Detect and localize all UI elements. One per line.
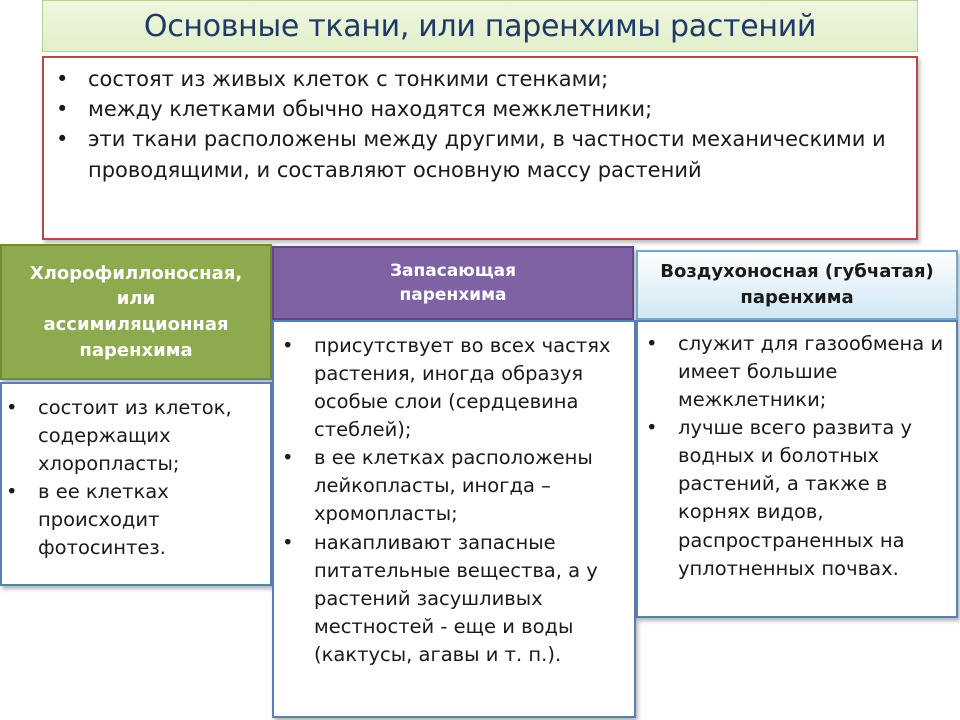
intro-item: • между клетками обычно находятся межклетники;	[54, 94, 900, 124]
chlorophyll-list	[4, 394, 264, 562]
header-line: Хлорофиллоносная,	[29, 262, 243, 284]
list-item: • накапливают запасные питательные вещества, а у растений засушливых местностей - еще и воды (кактусы, агавы и т. п.).	[280, 529, 626, 669]
chlorophyll-parenchyma-header	[0, 244, 272, 380]
intro-item: • состоят из живых клеток с тонкими стенками;	[54, 64, 900, 94]
intro-box	[42, 56, 918, 240]
header-line: паренхима	[740, 287, 854, 308]
intro-list	[54, 64, 900, 185]
header-line: паренхима	[79, 339, 193, 361]
aerenchyma-box	[636, 320, 958, 618]
header-line: паренхима	[399, 285, 507, 305]
storage-parenchyma-header	[272, 246, 634, 320]
list-item: • в ее клетках происходит фотосинтез.	[4, 478, 264, 562]
header-line: Запасающая	[389, 260, 517, 281]
list-item: • лучше всего развита у водных и болотных растений, а также в корнях видов, распространенных на уплотненных почвах.	[644, 414, 950, 582]
chlorophyll-parenchyma-box	[0, 382, 272, 586]
slide-title: Основные ткани, или паренхимы растений	[143, 8, 817, 44]
title-bar	[42, 0, 918, 52]
list-item: • состоит из клеток, содержащих хлоропласты;	[4, 394, 264, 478]
intro-item: • эти ткани расположены между другими, в частности механическими и проводящими, и составляют основную массу растений	[54, 124, 900, 184]
list-item: • служит для газообмена и имеет большие межклетники;	[644, 330, 950, 414]
aerenchyma-list	[644, 330, 950, 583]
header-line: ассимиляционная	[43, 314, 229, 335]
list-item: • присутствует во всех частях растения, иногда образуя особые слои (сердцевина стеблей);	[280, 332, 626, 444]
header-line: или	[116, 288, 156, 310]
header-line: Воздухоносная (губчатая)	[660, 261, 934, 283]
storage-list	[280, 332, 626, 669]
list-item: • в ее клетках расположены лейкопласты, иногда – хромопласты;	[280, 444, 626, 528]
storage-parenchyma-box	[272, 320, 636, 718]
aerenchyma-header	[636, 250, 958, 320]
